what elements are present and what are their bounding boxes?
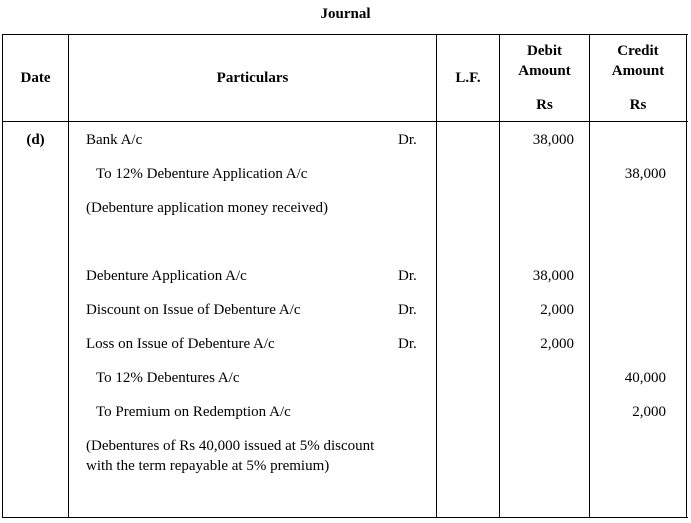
entry-credit-amount: 38,000 [624,166,666,182]
entry-debit-amount: 38,000 [532,268,574,284]
header-credit-unit: Rs [629,97,647,113]
header-credit-line2: Amount [611,63,665,79]
entry-debit-amount: 38,000 [532,132,574,148]
journal-title: Journal [320,6,371,22]
entry-particulars: To 12% Debenture Application A/c [96,166,308,182]
header-particulars: Particulars [216,70,289,86]
entry-narration: (Debenture application money received) [86,200,328,216]
entry-dr-marker: Dr. [398,302,417,318]
entry-particulars: Loss on Issue of Debenture A/c [86,336,275,352]
entry-date: (d) [26,132,45,148]
entry-particulars: Debenture Application A/c [86,268,247,284]
entry-particulars: To 12% Debentures A/c [96,370,240,386]
narration-line-2: with the term repayable at 5% premium) [86,458,330,474]
entry-dr-marker: Dr. [398,268,417,284]
entry-credit-amount: 2,000 [632,404,666,420]
header-debit-unit: Rs [536,97,553,113]
header-date: Date [20,70,51,86]
entry-particulars: Bank A/c [86,132,143,148]
header-credit-line1: Credit [617,43,659,59]
table-right-border [686,34,687,518]
entry-credit-amount: 40,000 [624,370,666,386]
entry-dr-marker: Dr. [398,132,417,148]
entry-debit-amount: 2,000 [540,336,574,352]
entry-dr-marker: Dr. [398,336,417,352]
header-bottom-border [2,121,688,122]
header-debit-line2: Amount [518,63,571,79]
entry-particulars: Discount on Issue of Debenture A/c [86,302,301,318]
header-debit-line1: Debit [527,43,562,59]
header-lf: L.F. [455,70,481,86]
narration-line-1: (Debentures of Rs 40,000 issued at 5% discount [86,438,375,454]
particulars-column-divider [436,34,437,518]
table-left-border [2,34,3,518]
date-column-divider [68,34,69,518]
entry-particulars: To Premium on Redemption A/c [96,404,291,420]
table-bottom-border [2,517,688,518]
entry-debit-amount: 2,000 [540,302,574,318]
table-top-border [2,34,688,35]
